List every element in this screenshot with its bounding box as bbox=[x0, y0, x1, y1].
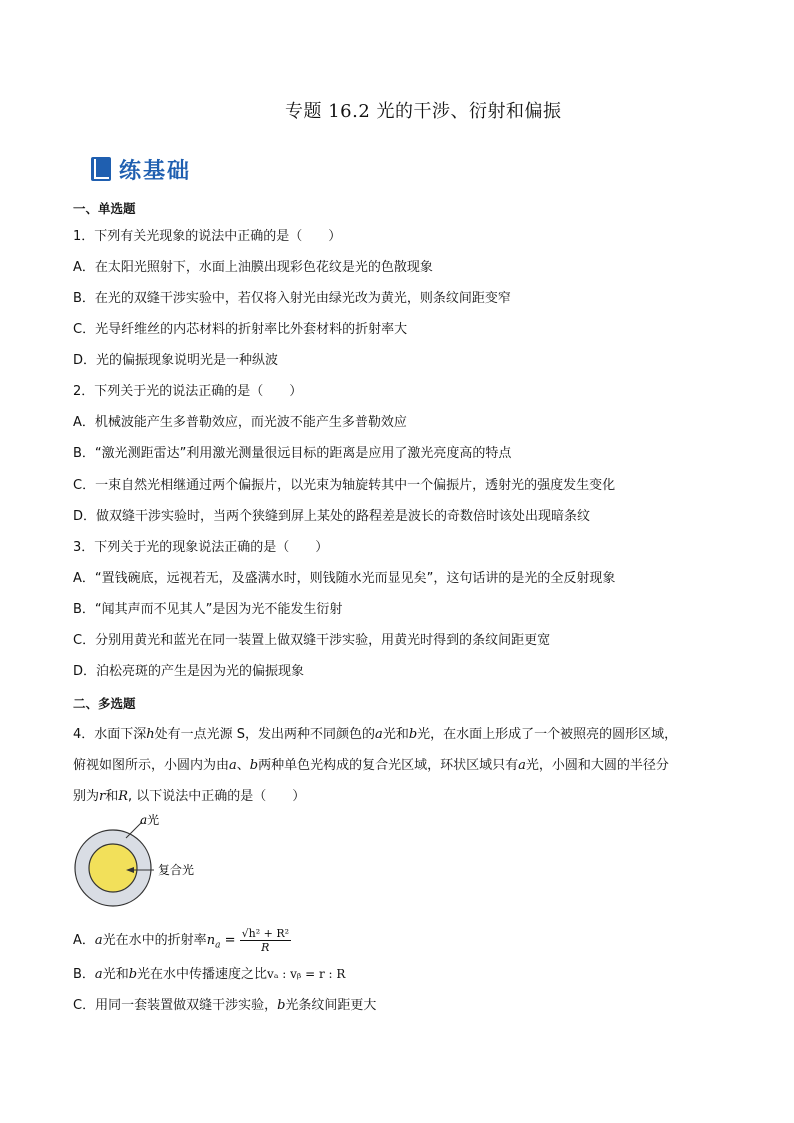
q3-option-d: D．泊松亮斑的产生是因为光的偏振现象 bbox=[73, 664, 305, 679]
section-banner bbox=[90, 152, 191, 186]
q4-stem-line-2: 俯视如图所示，小圆内为由a、b两种单色光构成的复合光区域，环状区域只有a光，小圆和大圆的半径分 bbox=[73, 758, 669, 773]
q1-option-c: C．光导纤维丝的内芯材料的折射率比外套材料的折射率大 bbox=[73, 322, 408, 337]
q1-option-a: A．在太阳光照射下，水面上油膜出现彩色花纹是光的色散现象 bbox=[73, 260, 433, 275]
q2-stem: 2．下列关于光的说法正确的是（ ） bbox=[73, 384, 303, 399]
inner-circle bbox=[89, 844, 137, 892]
q3-option-a: A．“置钱碗底，远视若无，及盛满水时，则钱随水光而显见矣”，这句话讲的是光的全反射现象 bbox=[73, 571, 616, 586]
composite-label: 复合光 bbox=[158, 863, 195, 877]
q2-option-c: C．一束自然光相继通过两个偏振片，以光束为轴旋转其中一个偏振片，透射光的强度发生变化 bbox=[73, 478, 616, 493]
q3-option-c: C．分别用黄光和蓝光在同一装置上做双缝干涉实验，用黄光时得到的条纹间距更宽 bbox=[73, 633, 551, 648]
section-single-choice: 一、单选题 bbox=[73, 201, 136, 216]
book-icon bbox=[90, 156, 112, 182]
q4-option-c: C．用同一套装置做双缝干涉实验，b光条纹间距更大 bbox=[73, 998, 377, 1013]
q2-option-d: D．做双缝干涉实验时，当两个狭缝到屏上某处的路程差是波长的奇数倍时该处出现暗条纹 bbox=[73, 509, 591, 524]
page-title: 专题 16.2 光的干涉、衍射和偏振 bbox=[285, 101, 562, 122]
refraction-fraction: $\frac{\text{√h² + R²}}{R}$ bbox=[241, 927, 290, 954]
q2-option-b: B．“激光测距雷达”利用激光测量很远目标的距离是应用了激光亮度高的特点 bbox=[73, 446, 512, 461]
q4-option-b: B．a光和b光在水中传播速度之比vₐ : vᵦ = r : R bbox=[73, 967, 346, 982]
q4-option-a: A．a光在水中的折射率$n_a$ = $\frac{\text{√h² + R²}}{R}$ bbox=[73, 927, 290, 954]
circle-diagram bbox=[68, 808, 248, 918]
q4-stem-line-3: 别为r和R, 以下说法中正确的是（ ） bbox=[73, 789, 306, 804]
banner-title: 练基础 bbox=[119, 158, 192, 184]
a-light-label: a光 bbox=[140, 813, 160, 827]
q4-stem-line-1: 4．水面下深h处有一点光源 S，发出两种不同颜色的a光和b光，在水面上形成了一个被照亮的圆形区域， bbox=[73, 727, 678, 742]
q3-stem: 3．下列关于光的现象说法正确的是（ ） bbox=[73, 540, 329, 555]
q1-stem: 1．下列有关光现象的说法中正确的是（ ） bbox=[73, 229, 342, 244]
q1-option-d: D．光的偏振现象说明光是一种纵波 bbox=[73, 353, 279, 368]
q3-option-b: B．“闻其声而不见其人”是因为光不能发生衍射 bbox=[73, 602, 343, 617]
q1-option-b: B．在光的双缝干涉实验中，若仅将入射光由绿光改为黄光，则条纹间距变窄 bbox=[73, 291, 511, 306]
q2-option-a: A．机械波能产生多普勒效应，而光波不能产生多普勒效应 bbox=[73, 415, 407, 430]
section-multi-choice: 二、多选题 bbox=[73, 696, 136, 711]
